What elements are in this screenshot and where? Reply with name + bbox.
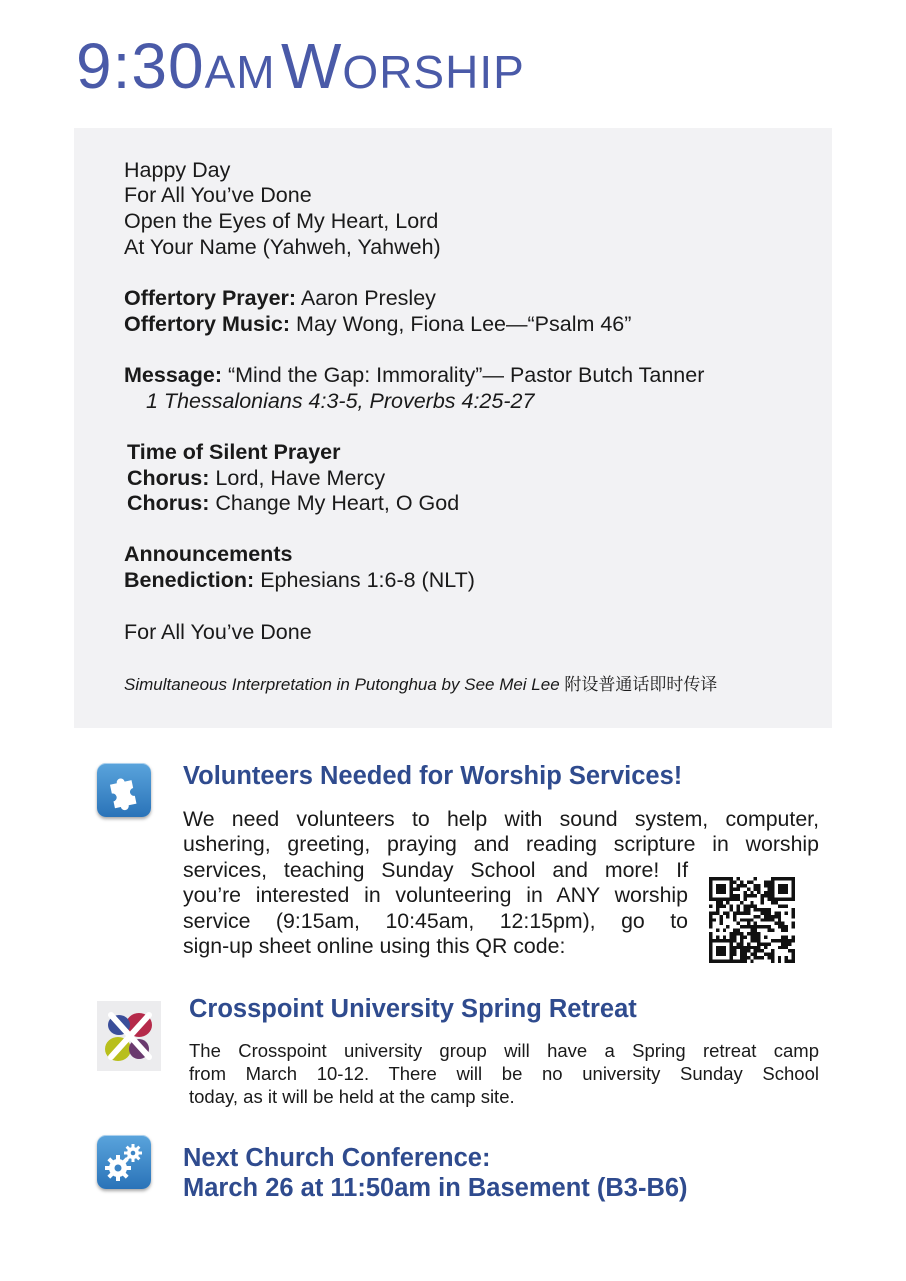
signup-qr-code[interactable]: [709, 877, 795, 963]
offertory-prayer-value: Aaron Presley: [300, 286, 436, 310]
announcements-text: Announcements: [124, 542, 293, 566]
scripture-text: 1 Thessalonians 4:3-5, Proverbs 4:25-27: [146, 389, 535, 413]
chorus-1: [127, 465, 385, 491]
retreat-line-2: from March 10-12. There will be no university Sunday School: [189, 1063, 819, 1084]
chorus-2-label: Chorus:: [127, 491, 210, 515]
conference-heading-line-2: March 26 at 11:50am in Basement (B3-B6): [183, 1174, 688, 1202]
silent-prayer: [127, 439, 341, 465]
closing-song: For All You’ve Done: [124, 620, 312, 644]
message-label: Message:: [124, 363, 222, 387]
qr-modules: [709, 877, 795, 963]
chorus-2: [127, 490, 459, 516]
offertory-music-label: Offertory Music:: [124, 312, 291, 336]
offertory-prayer-label: Offertory Prayer:: [124, 286, 297, 310]
title-time: 9:30: [76, 30, 205, 102]
offertory-music-value: May Wong, Fiona Lee—“Psalm 46”: [296, 312, 632, 336]
interpretation-text: Simultaneous Interpretation in Putonghua by See Mei Lee: [124, 675, 560, 694]
offertory-music: [124, 311, 631, 337]
message: [124, 362, 704, 388]
interpretation-note: [124, 672, 717, 698]
message-value: “Mind the Gap: Immorality”— Pastor Butch Tanner: [227, 363, 705, 387]
crosspoint-logo: [97, 1001, 161, 1071]
volunteers-heading: Volunteers Needed for Worship Services!: [183, 762, 683, 790]
song-3: Open the Eyes of My Heart, Lord: [124, 209, 439, 233]
volunteers-line-6: sign-up sheet online using this QR code:: [183, 934, 566, 958]
volunteers-line-2: ushering, greeting, praying and reading scripture in worship: [183, 832, 819, 856]
volunteers-line-3: services, teaching Sunday School and more! If: [183, 858, 688, 882]
song-1: Happy Day: [124, 158, 231, 182]
chorus-2-value: Change My Heart, O God: [215, 491, 460, 515]
song-4: At Your Name (Yahweh, Yahweh): [124, 235, 441, 259]
song-2: For All You’ve Done: [124, 183, 312, 207]
volunteers-line-1: We need volunteers to help with sound system, computer,: [183, 807, 819, 831]
benediction-label: Benediction:: [124, 568, 255, 592]
title-orship: ORSHIP: [342, 46, 525, 98]
benediction-value: Ephesians 1:6-8 (NLT): [260, 568, 475, 592]
retreat-line-1: The Crosspoint university group will have a Spring retreat camp: [189, 1040, 819, 1061]
silent-prayer-text: Time of Silent Prayer: [127, 440, 341, 464]
announcements: [124, 541, 292, 567]
interpretation-chinese: 附设普通话即时传译: [564, 675, 718, 694]
page-title: [76, 30, 525, 102]
retreat-line-3: today, as it will be held at the camp site.: [189, 1086, 515, 1107]
benediction: [124, 567, 475, 593]
gears-icon: [97, 1135, 151, 1189]
scripture-reference: [146, 388, 534, 414]
offertory-prayer: [124, 285, 436, 311]
title-w: W: [281, 30, 343, 102]
volunteers-line-5: service (9:15am, 10:45am, 12:15pm), go to: [183, 909, 688, 933]
puzzle-icon: [97, 763, 151, 817]
volunteers-line-4: you’re interested in volunteering in ANY worship: [183, 883, 688, 907]
conference-heading-line-1: Next Church Conference:: [183, 1144, 491, 1172]
title-am: AM: [204, 46, 276, 98]
chorus-1-value: Lord, Have Mercy: [215, 466, 386, 490]
retreat-heading: Crosspoint University Spring Retreat: [189, 995, 637, 1023]
chorus-1-label: Chorus:: [127, 466, 210, 490]
